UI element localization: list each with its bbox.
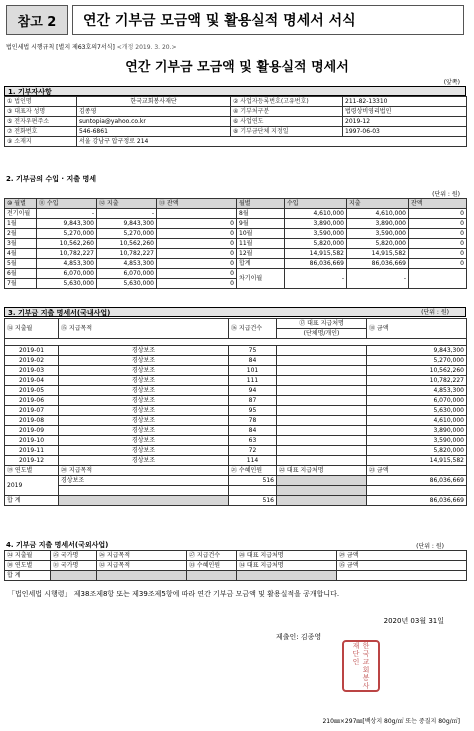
submitter-name: 김종영 [300, 633, 322, 641]
section-4-unit: (단위 : 원) [416, 543, 444, 550]
table-row: 2019-04 경상보조 111 10,782,227 [5, 376, 467, 386]
table-row: 2019-12 경상보조 114 14,915,582 [5, 456, 467, 466]
paper-spec: 210㎜×297㎜[백상지 80g/㎡ 또는 중질지 80g/㎡] [322, 718, 460, 725]
table-row: 전기이월 - - 8월 4,610,000 4,610,000 0 [5, 209, 467, 219]
table-total-row: 합 계 516 86,036,669 [5, 496, 467, 506]
table-row: 6월 6,070,000 6,070,000 0 차기이월 - - [5, 269, 467, 279]
table-row: ⑦ 전화번호 546-6861 ⑧ 기부금단체 지정일 1997-06-03 [5, 127, 467, 137]
table-header-row: ㉚ 연도별 ㉛ 국가명 ㉜ 지급목적 ㉝ 수혜인원 ㉞ 대표 지급처명 ㉟ 금액 [5, 561, 467, 571]
table-row: 2019-09 경상보조 84 3,890,000 [5, 426, 467, 436]
section-1-title: 1. 기부자사항 [4, 86, 466, 96]
section-4-title: 4. 기부금 지출 명세서(국외사업) [6, 541, 109, 549]
section-3-title: 3. 기부금 지출 명세서(국내사업) (단위 : 원) [4, 307, 466, 317]
table-row: 4월 10,782,227 10,782,227 0 12월 14,915,582 14,915,582 0 [5, 249, 467, 259]
table-row: 2019-02 경상보조 84 5,270,000 [5, 356, 467, 366]
submitter [276, 632, 321, 642]
table-row: 2월 5,270,000 5,270,000 0 10월 3,590,000 3,590,000 0 [5, 229, 467, 239]
section-2-unit: (단위 : 원) [432, 191, 460, 198]
table-row: 5월 4,853,300 4,853,300 0 합계 86,036,669 86,036,669 0 [5, 259, 467, 269]
donor-info-table [4, 96, 467, 147]
official-seal-icon: 한국교회봉사재단인 [342, 640, 380, 692]
header-title: 연간 기부금 모금액 및 활용실적 명세서 서식 [72, 5, 464, 35]
table-header-row: ㉔ 지출월 ㉕ 국가명 ㉖ 지급목적 ㉗ 지급건수 ㉘ 대표 지급처명 ㉙ 금액 [5, 551, 467, 561]
disclosure-statement: 「법인세법 시행령」 제38조제8항 또는 제39조제5항에 따라 연간 기부금 모금액 및 활용실적을 공개합니다. [8, 590, 340, 598]
overseas-expense-table [4, 550, 467, 581]
table-row: 2019-06 경상보조 87 6,070,000 [5, 396, 467, 406]
table-row: 2019-05 경상보조 94 4,853,300 [5, 386, 467, 396]
table-row: ① 법인명 한국교회봉사재단 ② 사업자등록번호(고유번호) 211-82-13310 [5, 97, 467, 107]
submission-date: 2020년 03월 31일 [383, 617, 444, 625]
table-row: 7월 5,630,000 5,630,000 0 [5, 279, 467, 289]
table-row: 3월 10,562,260 10,562,260 0 11월 5,820,000 5,820,000 0 [5, 239, 467, 249]
submitter-label: 제출인: [276, 633, 299, 641]
table-row: 2019-07 경상보조 95 5,630,000 [5, 406, 467, 416]
table-row: ⑤ 전자우편주소 suntopia@yahoo.co.kr ⑥ 사업연도 2019-12 [5, 117, 467, 127]
page-mark: (앞쪽) [443, 79, 460, 86]
section-2-title: 2. 기부금의 수입 · 지출 명세 [6, 175, 96, 183]
law-text: 법인세법 시행규칙 [별지 제63호의7서식] [6, 44, 115, 51]
table-row: 2019-10 경상보조 63 3,590,000 [5, 436, 467, 446]
table-row: 2019-08 경상보조 78 4,610,000 [5, 416, 467, 426]
law-reference [6, 42, 177, 51]
revision-date: <개정 2019. 3. 20.> [116, 44, 177, 51]
table-header-row: (단체명/개인) [5, 329, 467, 339]
table-row: ③ 대표자 성명 김종영 ④ 기부처구분 법령상비영리법인 [5, 107, 467, 117]
form-header [6, 5, 464, 35]
domestic-expense-table [4, 318, 467, 506]
table-row: 2019-03 경상보조 101 10,562,260 [5, 366, 467, 376]
table-row: 2019-11 경상보조 72 5,820,000 [5, 446, 467, 456]
table-row: 2019 경상보조 516 86,036,669 [5, 476, 467, 486]
document-title: 연간 기부금 모금액 및 활용실적 명세서 [125, 60, 349, 75]
table-row: 1월 9,843,300 9,843,300 0 9월 3,890,000 3,890,000 0 [5, 219, 467, 229]
table-header-row: ⑲ 연도별 ⑳ 지급목적 ㉑ 수혜인원 ㉒ 대표 지급처명 ㉓ 금액 [5, 466, 467, 476]
reference-tag: 참고 2 [6, 5, 68, 35]
table-header-row: ⑩ 월별 ⑪ 수입 ⑫ 지출 ⑬ 잔액 월별 수입 지출 잔액 [5, 199, 467, 209]
table-row: ⑨ 소재지 서울 강남구 압구정로 214 [5, 137, 467, 147]
table-row: 2019-01 경상보조 75 9,843,300 [5, 346, 467, 356]
income-expense-table [4, 198, 467, 289]
table-total-row: 합 계 [5, 571, 467, 581]
table-header-row: ⑭ 지출월 ⑮ 지급목적 ⑯ 지급건수 ⑰ 대표 지급처명 ⑱ 금액 [5, 319, 467, 329]
